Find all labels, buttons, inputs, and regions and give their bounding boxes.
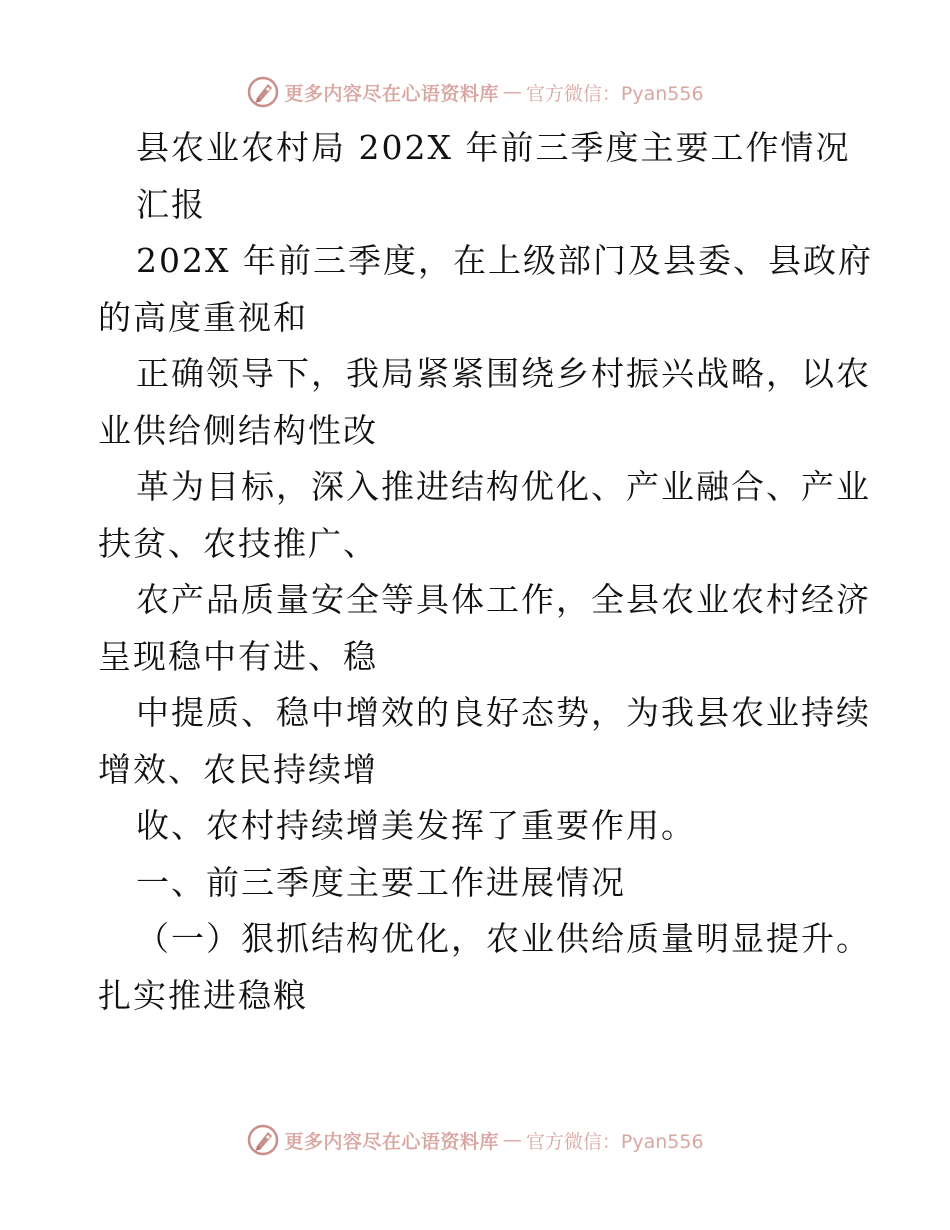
paragraph-line: 革为目标，深入推进结构优化、产业融合、产业 bbox=[136, 467, 871, 506]
footer-watermark bbox=[0, 1120, 950, 1160]
watermark-brand-text: 更多内容尽在心语资料库 bbox=[284, 1130, 499, 1153]
watermark-separator: — bbox=[502, 1129, 522, 1151]
watermark-separator: — bbox=[502, 81, 522, 103]
paragraph-line: 202X 年前三季度，在上级部门及县委、县政府 bbox=[136, 241, 873, 280]
paragraph-line: 呈现稳中有进、稳 bbox=[98, 636, 378, 676]
watermark-wechat-text: 官方微信：Pyan556 bbox=[525, 1130, 704, 1153]
paragraph-line: 扶贫、农技推广、 bbox=[98, 523, 378, 563]
header-watermark bbox=[0, 72, 950, 112]
paragraph-line: 收、农村持续增美发挥了重要作用。 bbox=[136, 806, 696, 845]
document-body bbox=[98, 120, 873, 1024]
section-heading: 一、前三季度主要工作进展情况 bbox=[136, 862, 626, 902]
paragraph-line: 正确领导下，我局紧紧围绕乡村振兴战略，以农 bbox=[136, 354, 871, 393]
watermark-wechat-text: 官方微信：Pyan556 bbox=[525, 82, 704, 105]
doc-title-line-1: 县农业农村局 202X 年前三季度主要工作情况 bbox=[136, 128, 851, 167]
paragraph-line: 的高度重视和 bbox=[98, 297, 308, 337]
paragraph-line: 农产品质量安全等具体工作，全县农业农村经济 bbox=[136, 580, 871, 619]
pen-nib-logo-icon bbox=[246, 1123, 280, 1157]
paragraph-line: 业供给侧结构性改 bbox=[98, 410, 378, 450]
watermark-brand-text: 更多内容尽在心语资料库 bbox=[284, 82, 499, 105]
paragraph-line: 增效、农民持续增 bbox=[98, 749, 378, 789]
paragraph-line: 扎实推进稳粮 bbox=[98, 975, 308, 1015]
doc-title-line-2: 汇报 bbox=[136, 184, 206, 224]
paragraph-line: 中提质、稳中增效的良好态势，为我县农业持续 bbox=[136, 693, 871, 732]
subsection-heading: （一）狠抓结构优化，农业供给质量明显提升。 bbox=[136, 919, 871, 958]
pen-nib-logo-icon bbox=[246, 75, 280, 109]
